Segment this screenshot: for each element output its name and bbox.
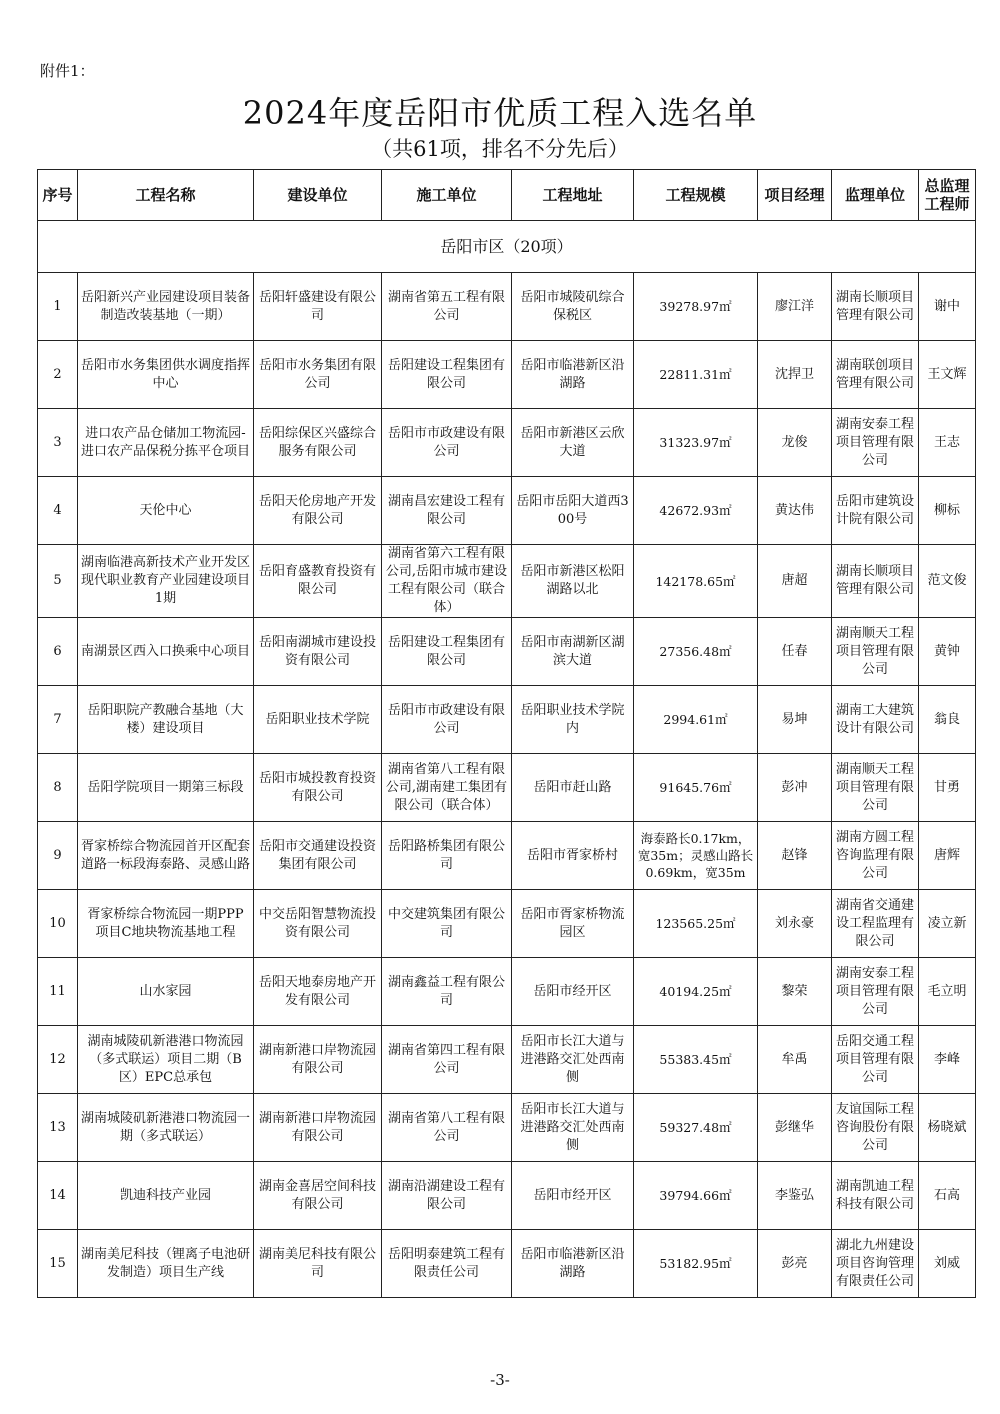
- project-manager-cell: 彭继华: [758, 1094, 832, 1162]
- supervisor-cell: 湖北九州建设项目咨询管理有限责任公司: [832, 1230, 919, 1298]
- scale-cell: 55383.45㎡: [634, 1026, 758, 1094]
- scale-cell: 42672.93㎡: [634, 477, 758, 545]
- scale-cell: 59327.48㎡: [634, 1094, 758, 1162]
- table-row: [38, 958, 976, 1026]
- section-title: 岳阳市区（20项）: [38, 221, 976, 273]
- contractor-cell: 湖南鑫益工程有限公司: [382, 958, 512, 1026]
- chief-supervisor-cell: 刘威: [919, 1230, 976, 1298]
- header-cell: 序号: [38, 170, 78, 221]
- supervisor-cell: 湖南安泰工程项目管理有限公司: [832, 409, 919, 477]
- table-row: [38, 477, 976, 545]
- developer-cell: 岳阳天地泰房地产开发有限公司: [254, 958, 382, 1026]
- document-subtitle: （共61项，排名不分先后）: [371, 137, 629, 161]
- table-row: [38, 754, 976, 822]
- developer-cell: 岳阳职业技术学院: [254, 686, 382, 754]
- address-cell: 岳阳市岳阳大道西300号: [512, 477, 634, 545]
- project-manager-cell: 黄达伟: [758, 477, 832, 545]
- scale-cell: 123565.25㎡: [634, 890, 758, 958]
- project-manager-cell: 彭亮: [758, 1230, 832, 1298]
- table-row: [38, 341, 976, 409]
- project-manager-cell: 刘永豪: [758, 890, 832, 958]
- supervisor-cell: 湖南长顺项目管理有限公司: [832, 273, 919, 341]
- table-row: [38, 1230, 976, 1298]
- scale-cell: 海泰路长0.17km，宽35m；灵感山路长0.69km，宽35m: [634, 822, 758, 890]
- row-number-cell: 15: [38, 1230, 78, 1298]
- address-cell: 岳阳市胥家桥物流园区: [512, 890, 634, 958]
- header-cell: 项目经理: [758, 170, 832, 221]
- contractor-cell: 岳阳明泰建筑工程有限责任公司: [382, 1230, 512, 1298]
- supervisor-cell: 湖南方圆工程咨询监理有限公司: [832, 822, 919, 890]
- developer-cell: 岳阳综保区兴盛综合服务有限公司: [254, 409, 382, 477]
- table-row: [38, 273, 976, 341]
- table-row: [38, 618, 976, 686]
- project-name-cell: 岳阳市水务集团供水调度指挥中心: [78, 341, 254, 409]
- supervisor-cell: 湖南凯迪工程科技有限公司: [832, 1162, 919, 1230]
- chief-supervisor-cell: 王文辉: [919, 341, 976, 409]
- developer-cell: 湖南金喜居空间科技有限公司: [254, 1162, 382, 1230]
- row-number-cell: 1: [38, 273, 78, 341]
- supervisor-cell: 友谊国际工程咨询股份有限公司: [832, 1094, 919, 1162]
- developer-cell: 湖南新港口岸物流园有限公司: [254, 1094, 382, 1162]
- developer-cell: 湖南美尼科技有限公司: [254, 1230, 382, 1298]
- scale-cell: 53182.95㎡: [634, 1230, 758, 1298]
- scale-cell: 40194.25㎡: [634, 958, 758, 1026]
- address-cell: 岳阳市城陵矶综合保税区: [512, 273, 634, 341]
- address-cell: 岳阳市经开区: [512, 1162, 634, 1230]
- project-list-table: [37, 169, 976, 1298]
- row-number-cell: 7: [38, 686, 78, 754]
- chief-supervisor-cell: 石高: [919, 1162, 976, 1230]
- contractor-cell: 湖南省第四工程有限公司: [382, 1026, 512, 1094]
- scale-cell: 39794.66㎡: [634, 1162, 758, 1230]
- contractor-cell: 岳阳建设工程集团有限公司: [382, 341, 512, 409]
- address-cell: 岳阳市南湖新区湖滨大道: [512, 618, 634, 686]
- header-cell: 施工单位: [382, 170, 512, 221]
- project-manager-cell: 牟禹: [758, 1026, 832, 1094]
- project-name-cell: 天伦中心: [78, 477, 254, 545]
- supervisor-cell: 岳阳交通工程项目管理有限公司: [832, 1026, 919, 1094]
- supervisor-cell: 湖南联创项目管理有限公司: [832, 341, 919, 409]
- developer-cell: 岳阳轩盛建设有限公司: [254, 273, 382, 341]
- row-number-cell: 8: [38, 754, 78, 822]
- supervisor-cell: 湖南安泰工程项目管理有限公司: [832, 958, 919, 1026]
- address-cell: 岳阳市新港区云欣大道: [512, 409, 634, 477]
- project-manager-cell: 易坤: [758, 686, 832, 754]
- developer-cell: 岳阳市交通建设投资集团有限公司: [254, 822, 382, 890]
- chief-supervisor-cell: 范文俊: [919, 545, 976, 618]
- contractor-cell: 湖南省第八工程有限公司: [382, 1094, 512, 1162]
- chief-supervisor-cell: 甘勇: [919, 754, 976, 822]
- supervisor-cell: 湖南工大建筑设计有限公司: [832, 686, 919, 754]
- project-manager-cell: 廖江洋: [758, 273, 832, 341]
- chief-supervisor-cell: 唐辉: [919, 822, 976, 890]
- table-row: [38, 686, 976, 754]
- address-cell: 岳阳市新港区松阳湖路以北: [512, 545, 634, 618]
- developer-cell: 中交岳阳智慧物流投资有限公司: [254, 890, 382, 958]
- project-manager-cell: 赵锋: [758, 822, 832, 890]
- scale-cell: 31323.97㎡: [634, 409, 758, 477]
- row-number-cell: 4: [38, 477, 78, 545]
- table-row: [38, 1094, 976, 1162]
- scale-cell: 22811.31㎡: [634, 341, 758, 409]
- contractor-cell: 湖南省第五工程有限公司: [382, 273, 512, 341]
- scale-cell: 142178.65㎡: [634, 545, 758, 618]
- contractor-cell: 湖南沿湖建设工程有限公司: [382, 1162, 512, 1230]
- project-manager-cell: 沈捍卫: [758, 341, 832, 409]
- developer-cell: 岳阳育盛教育投资有限公司: [254, 545, 382, 618]
- contractor-cell: 中交建筑集团有限公司: [382, 890, 512, 958]
- project-name-cell: 湖南城陵矶新港港口物流园一期（多式联运）: [78, 1094, 254, 1162]
- scale-cell: 2994.61㎡: [634, 686, 758, 754]
- developer-cell: 岳阳南湖城市建设投资有限公司: [254, 618, 382, 686]
- project-manager-cell: 黎荣: [758, 958, 832, 1026]
- table-row: [38, 1162, 976, 1230]
- section-row: [38, 221, 976, 273]
- supervisor-cell: 湖南顺天工程项目管理有限公司: [832, 618, 919, 686]
- project-name-cell: 凯迪科技产业园: [78, 1162, 254, 1230]
- address-cell: 岳阳市长江大道与进港路交汇处西南侧: [512, 1094, 634, 1162]
- address-cell: 岳阳市长江大道与进港路交汇处西南侧: [512, 1026, 634, 1094]
- address-cell: 岳阳职业技术学院内: [512, 686, 634, 754]
- page-number: -3-: [490, 1371, 510, 1389]
- scale-cell: 39278.97㎡: [634, 273, 758, 341]
- project-name-cell: 胥家桥综合物流园一期PPP项目C地块物流基地工程: [78, 890, 254, 958]
- contractor-cell: 湖南省第八工程有限公司,湖南建工集团有限公司（联合体）: [382, 754, 512, 822]
- header-cell: 工程名称: [78, 170, 254, 221]
- developer-cell: 湖南新港口岸物流园有限公司: [254, 1026, 382, 1094]
- chief-supervisor-cell: 毛立明: [919, 958, 976, 1026]
- chief-supervisor-cell: 黄钟: [919, 618, 976, 686]
- table-body: [38, 221, 976, 1298]
- contractor-cell: 湖南省第六工程有限公司,岳阳市城市建设工程有限公司（联合体）: [382, 545, 512, 618]
- table-row: [38, 890, 976, 958]
- header-cell: 监理单位: [832, 170, 919, 221]
- project-manager-cell: 唐超: [758, 545, 832, 618]
- contractor-cell: 岳阳建设工程集团有限公司: [382, 618, 512, 686]
- attachment-label: 附件1：: [40, 62, 95, 80]
- address-cell: 岳阳市胥家桥村: [512, 822, 634, 890]
- table-row: [38, 545, 976, 618]
- supervisor-cell: 湖南长顺项目管理有限公司: [832, 545, 919, 618]
- table-row: [38, 1026, 976, 1094]
- contractor-cell: 岳阳路桥集团有限公司: [382, 822, 512, 890]
- contractor-cell: 岳阳市市政建设有限公司: [382, 686, 512, 754]
- chief-supervisor-cell: 谢中: [919, 273, 976, 341]
- row-number-cell: 2: [38, 341, 78, 409]
- row-number-cell: 6: [38, 618, 78, 686]
- row-number-cell: 9: [38, 822, 78, 890]
- project-name-cell: 胥家桥综合物流园首开区配套道路一标段海泰路、灵感山路: [78, 822, 254, 890]
- project-name-cell: 南湖景区西入口换乘中心项目: [78, 618, 254, 686]
- supervisor-cell: 湖南顺天工程项目管理有限公司: [832, 754, 919, 822]
- scale-cell: 91645.76㎡: [634, 754, 758, 822]
- header-cell: 工程地址: [512, 170, 634, 221]
- project-name-cell: 湖南城陵矶新港港口物流园（多式联运）项目二期（B区）EPC总承包: [78, 1026, 254, 1094]
- row-number-cell: 10: [38, 890, 78, 958]
- project-name-cell: 湖南临港高新技术产业开发区现代职业教育产业园建设项目1期: [78, 545, 254, 618]
- chief-supervisor-cell: 李峰: [919, 1026, 976, 1094]
- header-cell: 建设单位: [254, 170, 382, 221]
- table-header-row: [38, 170, 976, 221]
- project-name-cell: 进口农产品仓储加工物流园-进口农产品保税分拣平仓项目: [78, 409, 254, 477]
- document-title: 2024年度岳阳市优质工程入选名单: [242, 94, 758, 132]
- row-number-cell: 3: [38, 409, 78, 477]
- table-row: [38, 822, 976, 890]
- developer-cell: 岳阳天伦房地产开发有限公司: [254, 477, 382, 545]
- chief-supervisor-cell: 柳标: [919, 477, 976, 545]
- chief-supervisor-cell: 凌立新: [919, 890, 976, 958]
- project-manager-cell: 李鉴弘: [758, 1162, 832, 1230]
- address-cell: 岳阳市临港新区沿湖路: [512, 341, 634, 409]
- project-manager-cell: 彭冲: [758, 754, 832, 822]
- contractor-cell: 岳阳市市政建设有限公司: [382, 409, 512, 477]
- project-manager-cell: 龙俊: [758, 409, 832, 477]
- address-cell: 岳阳市临港新区沿湖路: [512, 1230, 634, 1298]
- project-manager-cell: 任春: [758, 618, 832, 686]
- supervisor-cell: 湖南省交通建设工程监理有限公司: [832, 890, 919, 958]
- address-cell: 岳阳市赶山路: [512, 754, 634, 822]
- developer-cell: 岳阳市城投教育投资有限公司: [254, 754, 382, 822]
- header-cell: 总监理工程师: [919, 170, 976, 221]
- developer-cell: 岳阳市水务集团有限公司: [254, 341, 382, 409]
- supervisor-cell: 岳阳市建筑设计院有限公司: [832, 477, 919, 545]
- project-name-cell: 湖南美尼科技（锂离子电池研发制造）项目生产线: [78, 1230, 254, 1298]
- table-row: [38, 409, 976, 477]
- scale-cell: 27356.48㎡: [634, 618, 758, 686]
- chief-supervisor-cell: 杨晓斌: [919, 1094, 976, 1162]
- row-number-cell: 14: [38, 1162, 78, 1230]
- project-name-cell: 山水家园: [78, 958, 254, 1026]
- row-number-cell: 13: [38, 1094, 78, 1162]
- project-name-cell: 岳阳职院产教融合基地（大楼）建设项目: [78, 686, 254, 754]
- chief-supervisor-cell: 王志: [919, 409, 976, 477]
- row-number-cell: 5: [38, 545, 78, 618]
- contractor-cell: 湖南昌宏建设工程有限公司: [382, 477, 512, 545]
- header-cell: 工程规模: [634, 170, 758, 221]
- chief-supervisor-cell: 翁良: [919, 686, 976, 754]
- row-number-cell: 12: [38, 1026, 78, 1094]
- project-name-cell: 岳阳学院项目一期第三标段: [78, 754, 254, 822]
- address-cell: 岳阳市经开区: [512, 958, 634, 1026]
- row-number-cell: 11: [38, 958, 78, 1026]
- project-name-cell: 岳阳新兴产业园建设项目装备制造改装基地（一期）: [78, 273, 254, 341]
